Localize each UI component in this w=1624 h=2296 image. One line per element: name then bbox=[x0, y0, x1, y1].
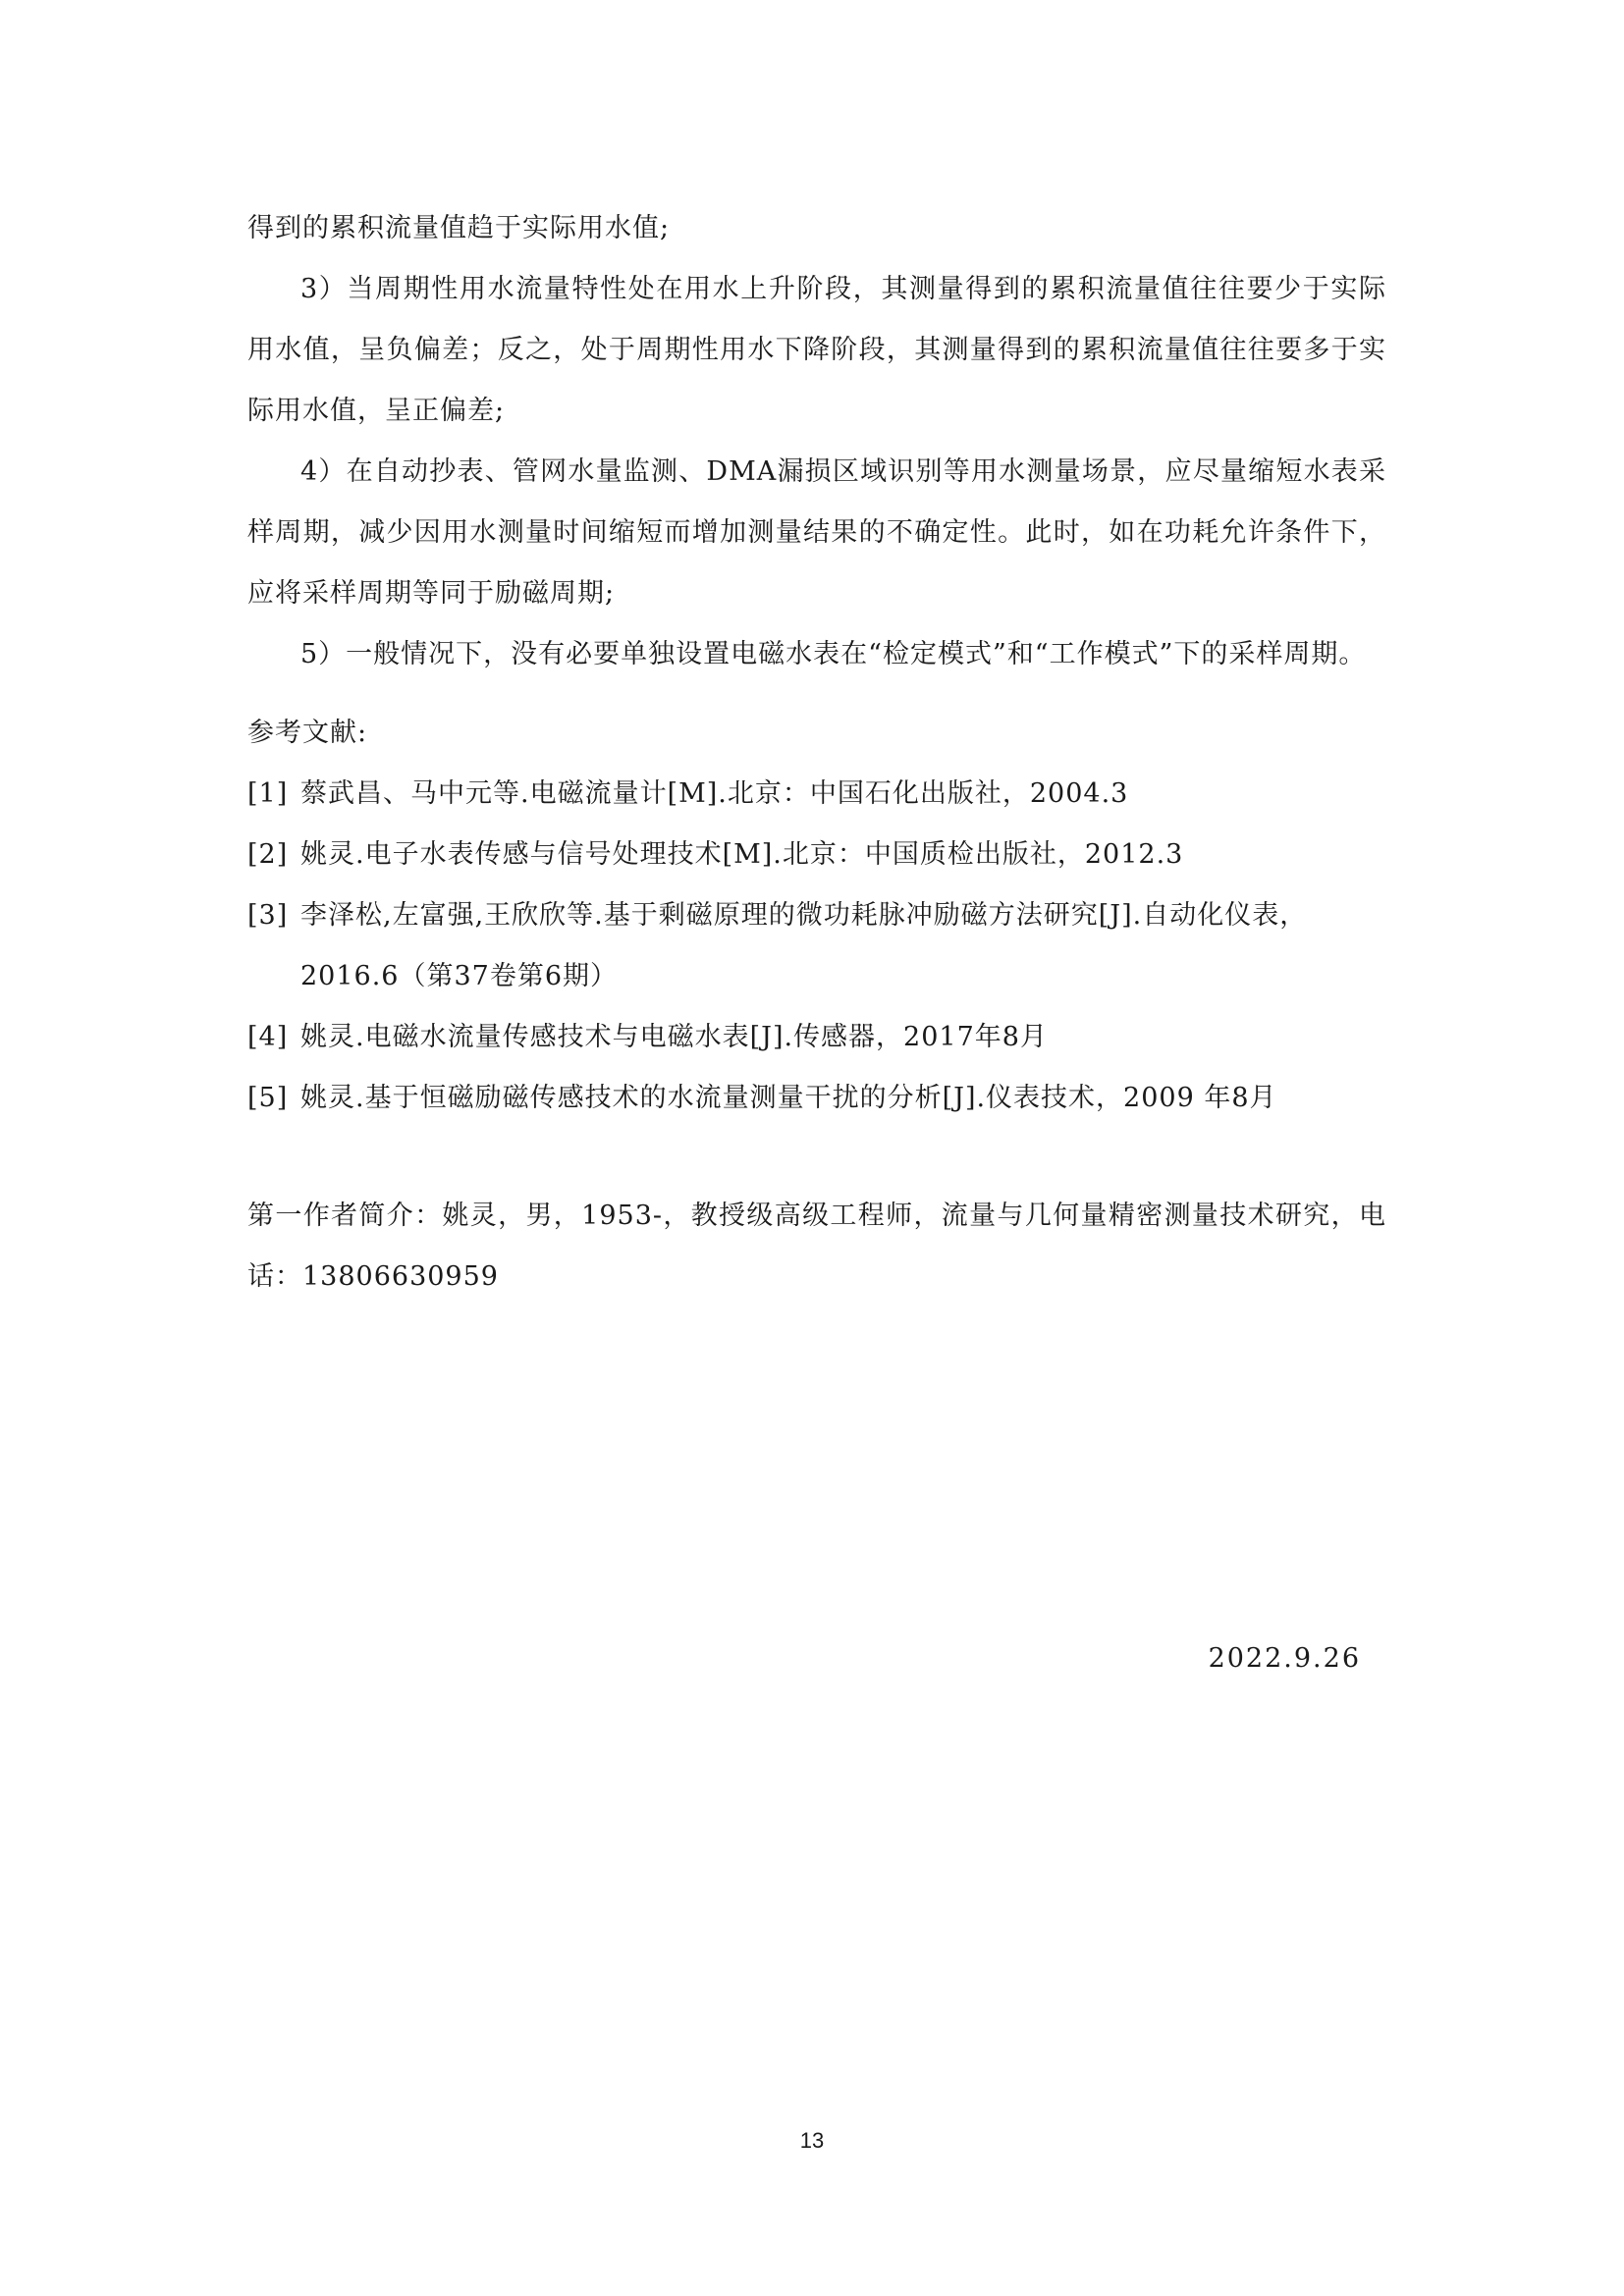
reference-item bbox=[247, 825, 1386, 885]
reference-text: 姚灵.基于恒磁励磁传感技术的水流量测量干扰的分析[J].仪表技术，2009 年8月 bbox=[300, 1083, 1277, 1113]
paragraph-item-4: 4）在自动抄表、管网水量监测、DMA漏损区域识别等用水测量场景，应尽量缩短水表采样周期，减少因用水测量时间缩短而增加测量结果的不确定性。此时，如在功耗允许条件下，应将采样周期等同于励磁周期; bbox=[247, 456, 1386, 609]
reference-number: [1] bbox=[247, 778, 289, 809]
reference-text: 蔡武昌、马中元等.电磁流量计[M].北京：中国石化出版社，2004.3 bbox=[300, 778, 1129, 809]
body-text bbox=[247, 198, 1386, 1308]
references-list bbox=[247, 764, 1386, 1129]
reference-text: 姚灵.电子水表传感与信号处理技术[M].北京：中国质检出版社，2012.3 bbox=[300, 839, 1184, 870]
reference-text: 李泽松,左富强,王欣欣等.基于剩磁原理的微功耗脉冲励磁方法研究[J].自动化仪表，2016.6（第37卷第6期） bbox=[300, 900, 1308, 991]
paragraph-item-5: 5）一般情况下，没有必要单独设置电磁水表在“检定模式”和“工作模式”下的采样周期。 bbox=[300, 639, 1367, 669]
references-heading: 参考文献: bbox=[247, 718, 368, 748]
paragraph-continuation: 得到的累积流量值趋于实际用水值; bbox=[247, 213, 671, 243]
reference-item bbox=[247, 764, 1386, 825]
reference-number: [3] bbox=[247, 900, 289, 931]
paragraph-item-3: 3）当周期性用水流量特性处在用水上升阶段，其测量得到的累积流量值往往要少于实际用水值，呈负偏差；反之，处于周期性用水下降阶段，其测量得到的累积流量值往往要多于实际用水值，呈正偏差; bbox=[247, 274, 1386, 426]
reference-item bbox=[247, 885, 1386, 1007]
reference-item bbox=[247, 1068, 1386, 1129]
reference-item bbox=[247, 1007, 1386, 1068]
reference-text: 姚灵.电磁水流量传感技术与电磁水表[J].传感器，2017年8月 bbox=[300, 1022, 1048, 1052]
page-number: 13 bbox=[799, 2128, 825, 2153]
reference-number: [5] bbox=[247, 1083, 289, 1113]
reference-number: [2] bbox=[247, 839, 289, 870]
document-date: 2022.9.26 bbox=[1208, 1643, 1361, 1674]
reference-number: [4] bbox=[247, 1022, 289, 1052]
author-bio: 第一作者简介：姚灵，男，1953-，教授级高级工程师，流量与几何量精密测量技术研究，电话：13806630959 bbox=[247, 1201, 1386, 1292]
